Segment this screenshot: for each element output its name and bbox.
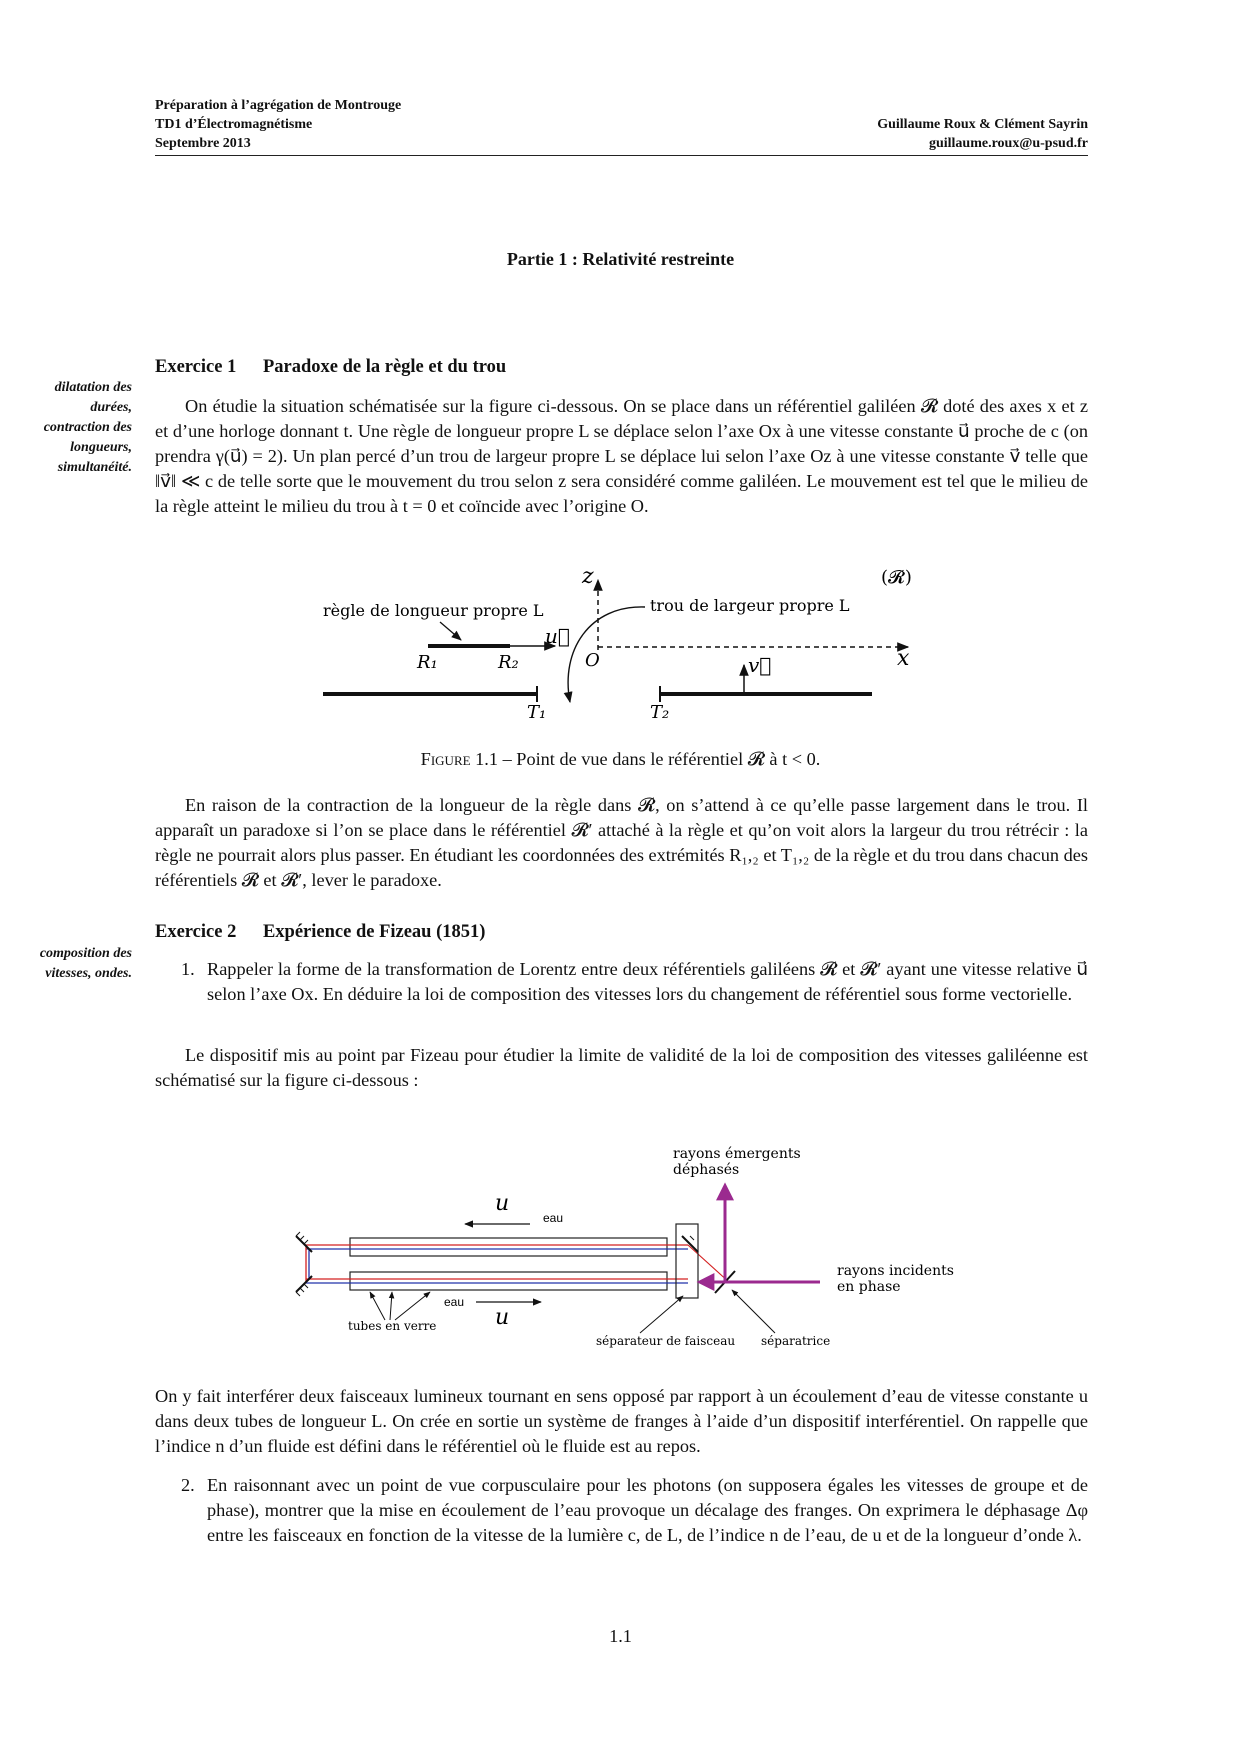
header-line: TD1 d’Électromagnétisme: [155, 117, 313, 132]
exercise1-paragraph1: On étudie la situation schématisée sur la figure ci-dessous. On se place dans un référentiel galiléen 𝓡 doté des axes x et z et d’une horloge donnant t. Une règle de longueur propre L se déplace selon l’axe Ox à une vitesse constante u⃗ proche de c (on prendra γ(u⃗) = 2). Un plan percé d’un trou de largeur propre L se déplace lui selon l’axe Oz à une vitesse constante v⃗ telle que ‖v⃗‖ ≪ c de telle sorte que le mouvement du trou selon z sera considéré comme galiléen. Le mouvement est tel que le milieu de la règle atteint le milieu du trou à t = 0 et coïncide avec l’origine O.: [155, 396, 1088, 516]
margin-note-line: composition des: [39, 946, 132, 961]
margin-note-line: longueurs,: [70, 440, 132, 455]
page-number: 1.1: [609, 1626, 632, 1646]
water-label-bottom: eau: [444, 1295, 465, 1309]
water-label-top: eau: [543, 1211, 564, 1225]
authors: Guillaume Roux & Clément Sayrin: [877, 117, 1088, 132]
emerging-label-1: rayons émergents: [673, 1146, 801, 1162]
u-vector-label: u⃗: [545, 624, 570, 648]
margin-note-line: vitesses, ondes.: [45, 966, 132, 981]
incident-label-2: en phase: [837, 1279, 901, 1295]
beam-splitter-label: séparateur de faisceau: [596, 1334, 736, 1348]
separatrice-label: séparatrice: [761, 1334, 831, 1348]
tubes-label: tubes en verre: [348, 1319, 437, 1333]
item-text: Rappeler la forme de la transformation de Lorentz entre deux référentiels galiléens 𝓡 et 𝓡′ ayant une vitesse relative u⃗ selon l’axe Ox. En déduire la loi de composition des vitesses lors du changement de référentiel sous forme vectorielle.: [207, 959, 1088, 1004]
ruler-label: règle de longueur propre L: [323, 601, 544, 620]
u-label-bottom: u: [495, 1305, 510, 1330]
item-text: En raisonnant avec un point de vue corpusculaire pour les photons (on supposera égales les vitesses de groupe et de phase), montrer que la mise en écoulement de l’eau provoque un décalage des franges. On exprimera le déphasage Δφ entre les faisceaux en fonction de la vitesse de la lumière c, de L, de l’indice n de l’eau, de u et de la longueur d’onde λ.: [207, 1475, 1088, 1545]
v-vector-label: v⃗: [748, 653, 772, 677]
separatrice-pointer: [732, 1290, 775, 1333]
exercise2-paragraph2: On y fait interférer deux faisceaux lumineux tournant en sens opposé par rapport à un écoulement d’eau de vitesse constante u dans deux tubes de longueur L. On crée en sortie un système de franges à l’aide d’un dispositif interférentiel. On rappelle que l’indice n d’un fluide est défini dans le référentiel où le fluide est au repos.: [155, 1386, 1088, 1456]
emerging-label-2: déphasés: [673, 1162, 740, 1178]
u-label-top: u: [495, 1191, 510, 1216]
margin-note-line: contraction des: [43, 420, 132, 435]
tube-bottom: [350, 1272, 667, 1290]
beam-splitter-box: [676, 1224, 698, 1298]
exercise2-title: Expérience de Fizeau (1851): [262, 922, 486, 942]
tubes-pointer-2: [390, 1292, 392, 1320]
mirror-left-bottom-icon: [296, 1276, 312, 1296]
caption-text: 1.1 – Point de vue dans le référentiel 𝓡 à t < 0.: [475, 749, 821, 769]
email: guillaume.roux@u-psud.fr: [928, 136, 1088, 151]
exercise1-number: Exercice 1: [155, 357, 237, 377]
z-label: z: [582, 564, 594, 589]
header-line: Préparation à l’agrégation de Montrouge: [155, 98, 402, 113]
exercise2-paragraph1: Le dispositif mis au point par Fizeau pour étudier la limite de validité de la loi de composition des vitesses galiléenne est schématisé sur la figure ci-dessous :: [155, 1045, 1088, 1090]
R1-label: R₁: [417, 652, 438, 673]
T1-label: T₁: [527, 702, 547, 723]
R2-label: R₂: [498, 652, 519, 673]
frame-label: (𝓡): [881, 567, 912, 588]
exercise1-title: Paradoxe de la règle et du trou: [262, 357, 507, 377]
origin-label: O: [585, 650, 600, 671]
T2-label: T₂: [650, 702, 670, 723]
part-title: Partie 1 : Relativité restreinte: [506, 249, 735, 269]
tubes-pointer-1: [370, 1292, 385, 1320]
tubes-pointer-3: [395, 1292, 430, 1320]
splitter-pointer: [640, 1296, 683, 1333]
caption-prefix: Figure: [420, 749, 471, 769]
margin-note-line: simultanéité.: [57, 460, 132, 475]
exercise2-number: Exercice 2: [155, 922, 237, 942]
incident-label-1: rayons incidents: [837, 1263, 954, 1279]
margin-note-line: dilatation des: [54, 380, 132, 395]
item-number: 1.: [181, 959, 195, 979]
item-number: 2.: [181, 1475, 195, 1495]
tube-top: [350, 1238, 667, 1256]
hole-label: trou de largeur propre L: [650, 596, 850, 615]
x-label: x: [897, 646, 910, 671]
exercise2-item2: [181, 1473, 1088, 1548]
header-line: Septembre 2013: [155, 136, 251, 151]
mirror-left-top-icon: [296, 1232, 312, 1252]
exercise1-paragraph2: En raison de la contraction de la longueur de la règle dans 𝓡, on s’attend à ce qu’elle passe largement dans le trou. Il apparaît un paradoxe si l’on se place dans le référentiel 𝓡′ attaché à la règle et qu’on voit alors la largeur du trou rétrécir : la règle ne pourrait alors plus passer. En étudiant les coordonnées des extrémités R₁,₂ et T₁,₂ de la règle et du trou dans chacun des référentiels 𝓡 et 𝓡′, lever le paradoxe.: [155, 795, 1088, 890]
margin-note-line: durées,: [90, 400, 132, 415]
